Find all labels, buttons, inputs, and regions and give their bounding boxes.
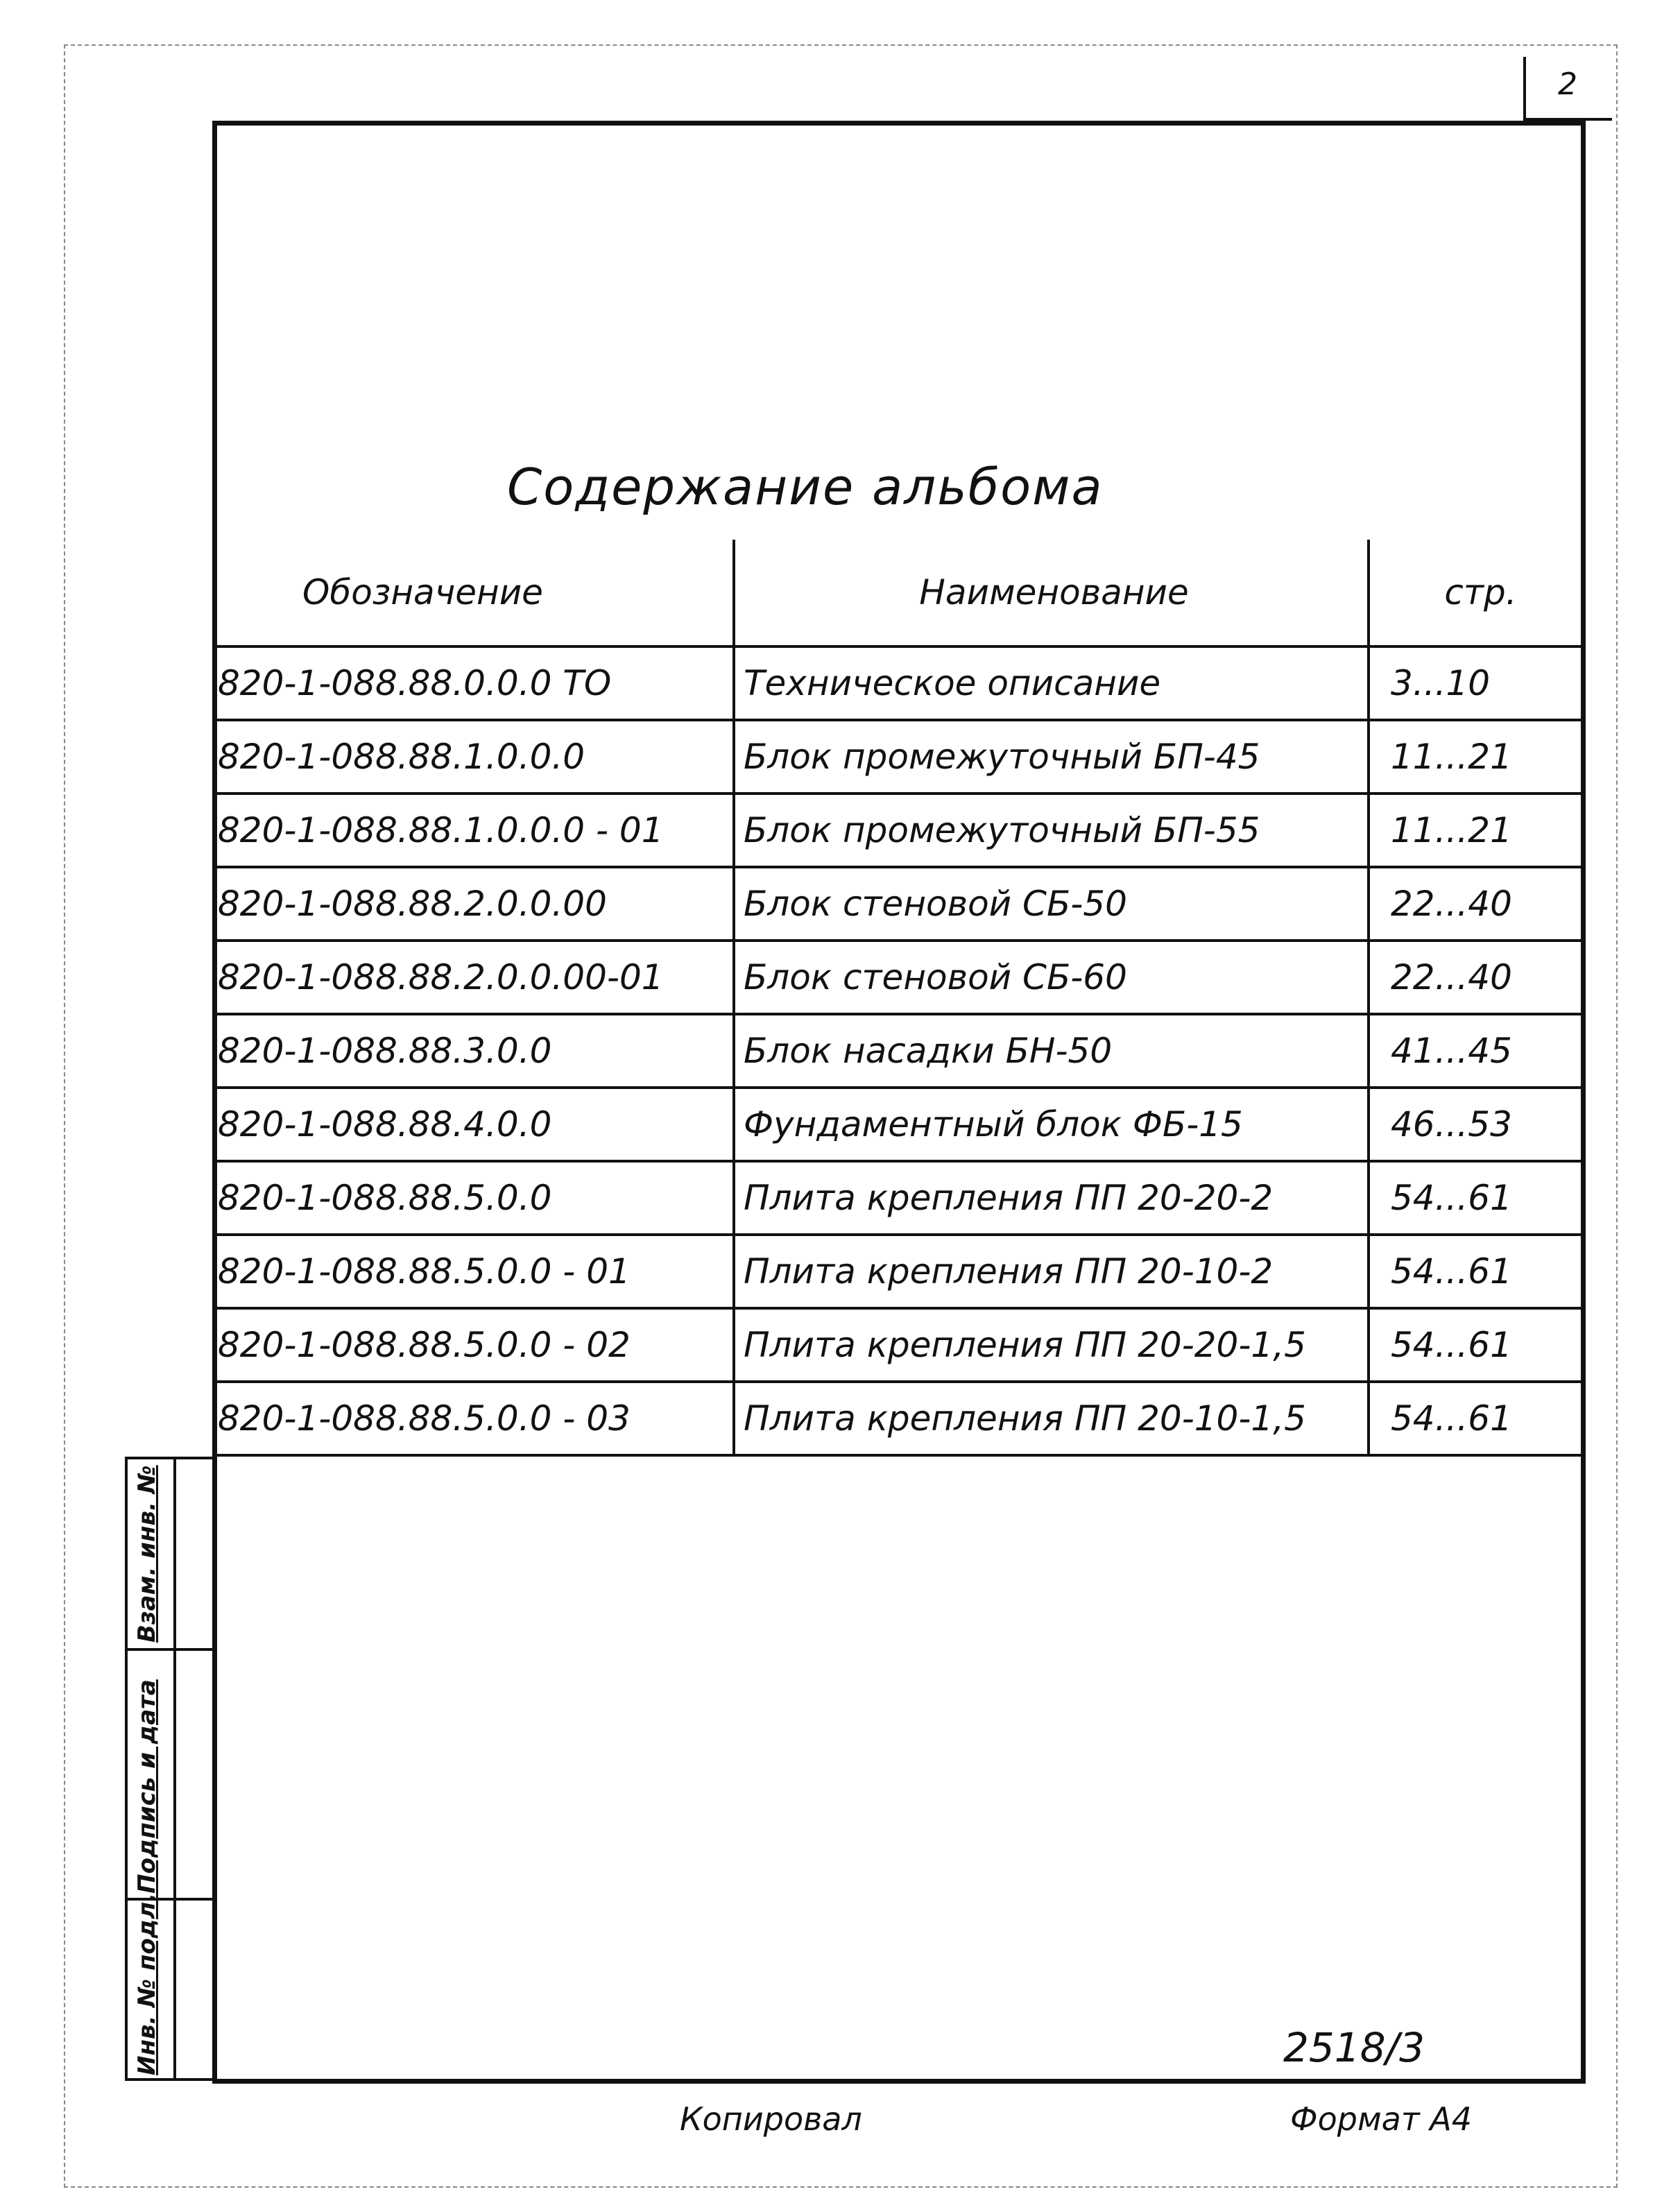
table-row — [212, 1088, 1586, 1161]
table-row — [212, 1161, 1586, 1235]
row-name: Техническое описание — [734, 646, 1369, 720]
approval-label: Инв. № подл. — [133, 1892, 161, 2075]
header-code: Обозначение — [212, 540, 734, 646]
table-row — [212, 720, 1586, 794]
row-page: 41...45 — [1369, 1014, 1586, 1088]
table-header-row — [212, 540, 1586, 646]
table-row — [212, 867, 1586, 941]
row-name: Плита крепления ПП 20-10-1,5 — [734, 1382, 1369, 1455]
row-code: 820-1-088.88.0.0.0 ТО — [212, 646, 734, 720]
row-name: Блок стеновой СБ-60 — [734, 941, 1369, 1014]
table-row — [212, 1235, 1586, 1308]
table-row — [212, 646, 1586, 720]
row-page: 11...21 — [1369, 794, 1586, 867]
row-page: 11...21 — [1369, 720, 1586, 794]
row-name: Плита крепления ПП 20-10-2 — [734, 1235, 1369, 1308]
row-code: 820-1-088.88.1.0.0.0 - 01 — [212, 794, 734, 867]
row-code: 820-1-088.88.3.0.0 — [212, 1014, 734, 1088]
row-page: 46...53 — [1369, 1088, 1586, 1161]
table-row — [212, 1308, 1586, 1382]
row-page: 54...61 — [1369, 1235, 1586, 1308]
format-label: Формат А4 — [1290, 2100, 1472, 2138]
row-code: 820-1-088.88.4.0.0 — [212, 1088, 734, 1161]
row-code: 820-1-088.88.5.0.0 - 02 — [212, 1308, 734, 1382]
table-row — [212, 794, 1586, 867]
row-code: 820-1-088.88.2.0.0.00-01 — [212, 941, 734, 1014]
header-name: Наименование — [734, 540, 1369, 646]
row-name: Фундаментный блок ФБ-15 — [734, 1088, 1369, 1161]
row-page: 54...61 — [1369, 1382, 1586, 1455]
row-name: Блок стеновой СБ-50 — [734, 867, 1369, 941]
row-code: 820-1-088.88.2.0.0.00 — [212, 867, 734, 941]
row-page: 54...61 — [1369, 1308, 1586, 1382]
row-name: Блок промежуточный БП-45 — [734, 720, 1369, 794]
page-title: Содержание альбома — [507, 458, 1104, 516]
document-number: 2518/3 — [1283, 2024, 1425, 2071]
table-row — [212, 1382, 1586, 1455]
row-name: Плита крепления ПП 20-20-1,5 — [734, 1308, 1369, 1382]
table-row — [212, 1014, 1586, 1088]
copied-by-label: Копировал — [680, 2100, 862, 2138]
row-page: 3...10 — [1369, 646, 1586, 720]
page-number: 2 — [1558, 67, 1577, 102]
row-code: 820-1-088.88.5.0.0 - 01 — [212, 1235, 734, 1308]
row-page: 22...40 — [1369, 867, 1586, 941]
row-page: 22...40 — [1369, 941, 1586, 1014]
row-code: 820-1-088.88.5.0.0 — [212, 1161, 734, 1235]
approval-label: Взам. инв. № — [133, 1465, 161, 1643]
row-page: 54...61 — [1369, 1161, 1586, 1235]
row-name: Блок промежуточный БП-55 — [734, 794, 1369, 867]
approval-label: Подпись и дата — [133, 1679, 161, 1894]
header-page: стр. — [1369, 540, 1586, 646]
contents-table — [212, 540, 1586, 1457]
row-code: 820-1-088.88.5.0.0 - 03 — [212, 1382, 734, 1455]
row-code: 820-1-088.88.1.0.0.0 — [212, 720, 734, 794]
row-name: Плита крепления ПП 20-20-2 — [734, 1161, 1369, 1235]
row-name: Блок насадки БН-50 — [734, 1014, 1369, 1088]
table-row — [212, 941, 1586, 1014]
